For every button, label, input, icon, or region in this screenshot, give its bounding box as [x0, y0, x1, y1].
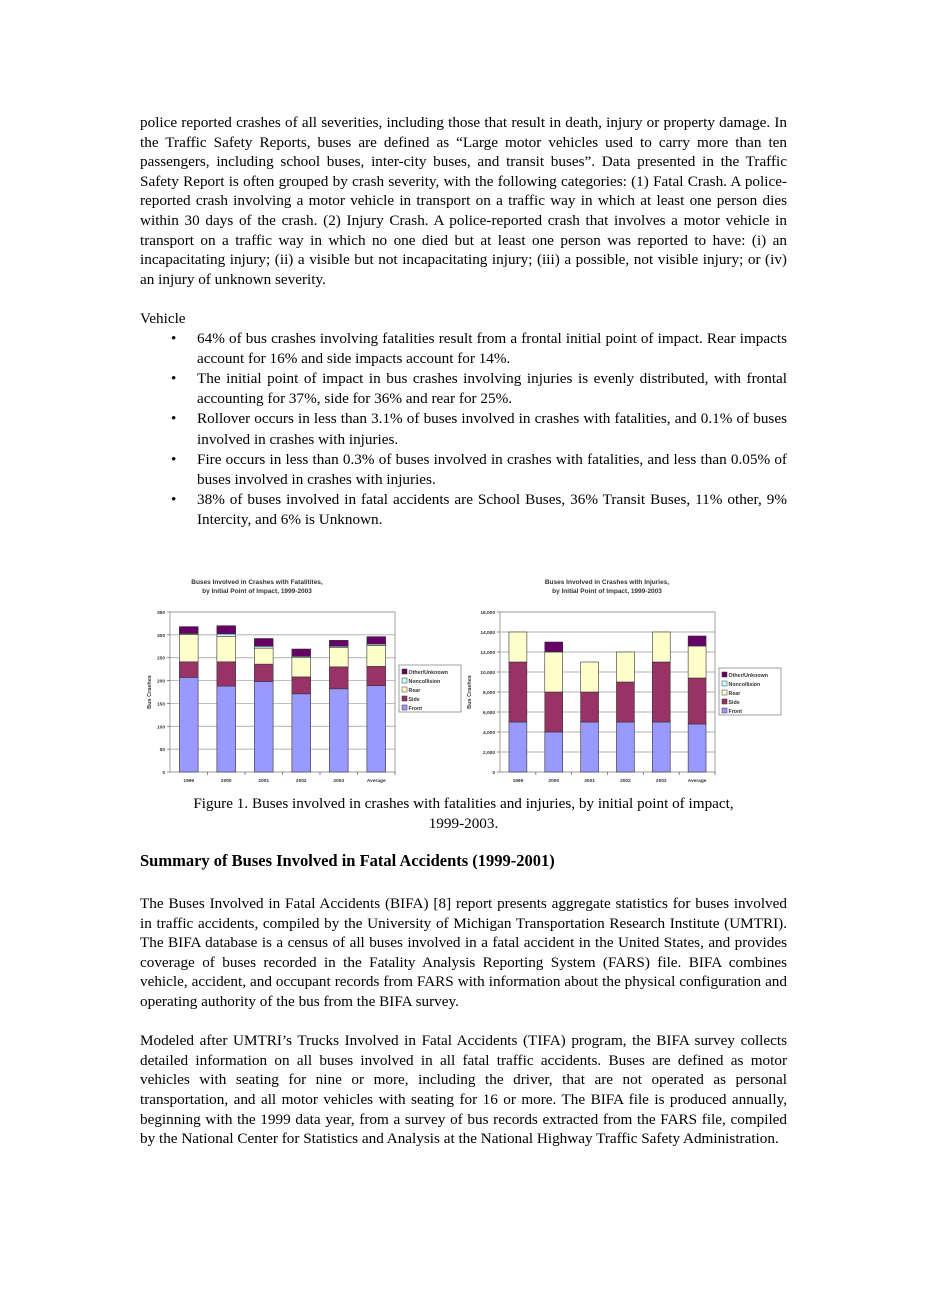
bar-segment-front	[329, 689, 348, 772]
vehicle-bullet-list	[140, 329, 787, 531]
bar-segment-front	[367, 686, 386, 772]
y-tick-label: 10,000	[480, 671, 495, 676]
x-tick-label: 2003	[655, 779, 667, 784]
legend-swatch	[722, 708, 727, 713]
bar-segment-side	[545, 692, 563, 732]
y-tick-label: 8,000	[482, 691, 495, 696]
intro-paragraph: police reported crashes of all severities, including those that result in death, injury or property damage. In the Traffic Safety Reports, buses are defined as “Large motor vehicles used to carry more than ten passengers, including school buses, inter-city buses, and transit buses”. Data presented in the Traffic Safety Report is often grouped by crash severity, with the following categories: (1) Fatal Crash. A police-reported crash involving a motor vehicle in transport on a traffic way in which at least one person dies within 30 days of the crash. (2) Injury Crash. A police-reported crash that involves a motor vehicle in transport on a traffic way in which no one died but at least one person was reported to have: (i) an incapacitating injury; (ii) a visible but not incapacitating injury; (iii) a possible, not visible injury; or (iv) an injury of unknown severity.	[140, 114, 787, 288]
bar-segment-other-unknown	[545, 642, 563, 652]
bullet-item	[140, 409, 787, 449]
legend-label: Side	[728, 699, 740, 706]
y-tick-label: 100	[156, 725, 165, 731]
bar-segment-side	[217, 662, 236, 686]
bar-segment-front	[545, 732, 563, 772]
figure-1	[145, 570, 795, 788]
bar-segment-front	[217, 686, 236, 772]
bar-segment-front	[509, 722, 527, 772]
x-tick-label: 2002	[620, 779, 631, 784]
bar-segment-side	[688, 678, 706, 724]
bar-segment-rear	[652, 632, 670, 662]
fatalities-chart	[145, 570, 465, 788]
bar-segment-other-unknown	[367, 637, 386, 644]
bar-segment-rear	[179, 634, 198, 661]
bar-segment-noncollision	[217, 634, 236, 637]
plot-area	[170, 612, 395, 772]
chart-legend	[719, 668, 781, 715]
y-tick-label: 200	[156, 679, 165, 685]
bar-segment-side	[292, 677, 311, 694]
bar-segment-rear	[367, 645, 386, 666]
chart-title: Buses Involved in Crashes with Injuries,	[544, 579, 670, 586]
bullet-item	[140, 329, 787, 369]
x-tick-label: Average	[687, 779, 707, 784]
bullet-icon: •	[171, 491, 177, 509]
vehicle-label: Vehicle	[140, 309, 186, 327]
legend-label: Rear	[408, 687, 421, 694]
legend-label: Noncollision	[408, 678, 441, 685]
x-tick-label: 2003	[333, 779, 345, 784]
y-tick-label: 12,000	[480, 651, 495, 656]
bar-segment-other-unknown	[217, 626, 236, 634]
legend-label: Rear	[728, 690, 741, 697]
bar-segment-side	[179, 662, 198, 678]
y-tick-label: 50	[159, 748, 165, 754]
bar-segment-front	[292, 694, 311, 772]
bar-segment-rear	[545, 652, 563, 692]
y-tick-label: 0	[162, 771, 165, 776]
y-tick-label: 250	[156, 656, 165, 662]
bar-segment-side	[367, 666, 386, 685]
y-tick-label: 14,000	[480, 631, 495, 636]
legend-swatch	[722, 690, 727, 695]
chart-subtitle: by Initial Point of Impact, 1999-2003	[202, 588, 312, 595]
figure-caption	[140, 794, 787, 833]
x-tick-label: 2000	[548, 779, 560, 784]
bullet-text: 38% of buses involved in fatal accidents are School Buses, 36% Transit Buses, 11% other, 9% Intercity, and 6% is Unknown.	[197, 491, 787, 529]
bar-segment-rear	[509, 632, 527, 662]
bullet-icon: •	[171, 369, 177, 387]
bullet-text: 64% of bus crashes involving fatalities result from a frontal initial point of impact. Rear impacts account for 16% and side impacts account for 14%.	[197, 329, 787, 367]
bullet-text: The initial point of impact in bus crashes involving injuries is evenly distributed, with frontal accounting for 37%, side for 36% and rear for 25%.	[197, 369, 787, 408]
y-tick-label: 16,000	[480, 611, 495, 616]
bar-segment-side	[616, 682, 634, 722]
bar-segment-rear	[329, 648, 348, 667]
y-tick-label: 300	[156, 633, 165, 639]
legend-swatch	[402, 678, 407, 683]
bullet-item	[140, 369, 787, 409]
bifa-section	[140, 894, 787, 1149]
x-tick-label: 2002	[295, 779, 307, 784]
legend-swatch	[402, 705, 407, 710]
figure-caption-line2: 1999-2003.	[428, 814, 499, 832]
chart-subtitle: by Initial Point of Impact, 1999-2003	[552, 588, 662, 595]
x-tick-label: 2000	[220, 779, 232, 784]
bar-segment-front	[581, 722, 599, 772]
bar-segment-other-unknown	[292, 649, 311, 656]
bullet-item	[140, 450, 787, 490]
y-tick-label: 0	[492, 771, 495, 776]
bar-segment-front	[652, 722, 670, 772]
bullet-icon: •	[171, 329, 177, 347]
bullet-item	[140, 490, 787, 530]
bifa-paragraph-1: The Buses Involved in Fatal Accidents (BIFA) [8] report presents aggregate statistics for buses involved in traffic accidents, compiled by the University of Michigan Transportation Research Institute (UMTRI). The BIFA database is a census of all buses involved in a fatal accident in the United States, and provides coverage of buses recorded in the Fatality Analysis Reporting System (FARS) file. BIFA combines vehicle, accident, and occupant records from FARS with information about the physical configuration and operating authority of the bus from the BIFA survey.	[140, 895, 787, 1010]
bullet-text: Fire occurs in less than 0.3% of buses involved in crashes with fatalities, and less than 0.05% of buses involved in crashes with injuries.	[197, 450, 787, 488]
bar-segment-front	[179, 677, 198, 772]
y-tick-label: 350	[156, 611, 165, 616]
legend-label: Other/Unknown	[728, 672, 768, 679]
legend-label: Front	[728, 708, 743, 715]
legend-swatch	[722, 699, 727, 704]
legend-label: Side	[408, 696, 420, 703]
bar-segment-side	[509, 662, 527, 722]
legend-label: Front	[408, 705, 423, 712]
legend-swatch	[402, 696, 407, 701]
bar-segment-rear	[292, 658, 311, 677]
bar-segment-rear	[254, 648, 273, 664]
injuries-chart-svg	[465, 570, 795, 788]
legend-swatch	[722, 681, 727, 686]
bar-segment-other-unknown	[688, 636, 706, 646]
injuries-chart	[465, 570, 795, 788]
legend-swatch	[402, 669, 407, 674]
y-tick-label: 4,000	[482, 731, 495, 736]
bar-segment-rear	[616, 652, 634, 682]
bullet-text: Rollover occurs in less than 3.1% of buses involved in crashes with fatalities, and 0.1% of buses involved in crashes with injuries.	[197, 410, 787, 448]
bar-segment-side	[254, 664, 273, 681]
y-tick-label: 150	[156, 702, 165, 708]
bullet-icon: •	[171, 410, 177, 428]
chart-legend	[399, 665, 461, 712]
bar-segment-side	[329, 667, 348, 689]
bullet-icon: •	[171, 450, 177, 468]
bar-segment-rear	[688, 646, 706, 678]
bar-segment-other-unknown	[254, 639, 273, 647]
bar-segment-side	[652, 662, 670, 722]
bar-segment-other-unknown	[329, 640, 348, 646]
y-tick-label: 2,000	[482, 751, 495, 756]
bar-segment-rear	[581, 662, 599, 692]
x-tick-label: Average	[366, 779, 386, 784]
intro-section	[140, 113, 787, 531]
legend-label: Other/Unknown	[408, 669, 448, 676]
bar-segment-rear	[217, 637, 236, 662]
bar-segment-other-unknown	[179, 627, 198, 634]
legend-swatch	[402, 687, 407, 692]
x-tick-label: 2001	[584, 779, 595, 784]
chart-title: Buses Involved in Crashes with Fatalitites,	[191, 579, 323, 586]
y-axis-label: Bus Crashes	[147, 675, 153, 709]
x-tick-label: 1999	[183, 779, 195, 784]
bar-segment-front	[254, 681, 273, 772]
bar-segment-side	[581, 692, 599, 722]
bar-segment-front	[688, 724, 706, 772]
section-heading: Summary of Buses Involved in Fatal Accidents (1999-2001)	[140, 851, 555, 870]
legend-label: Noncollision	[728, 681, 761, 688]
x-tick-label: 2001	[258, 779, 270, 784]
y-tick-label: 6,000	[482, 711, 495, 716]
bifa-paragraph-2: Modeled after UMTRI’s Trucks Involved in Fatal Accidents (TIFA) program, the BIFA survey collects detailed information on all buses involved in all fatal traffic accidents. Buses are defined as motor vehicles with seating for nine or more, including the driver, that are not operated as personal transportation, and all motor vehicles with seating for 16 or more. The BIFA file is produced annually, beginning with the 1999 data year, from a survey of bus records extracted from the FARS file, compiled by the National Center for Statistics and Analysis at the National Highway Traffic Safety Administration.	[140, 1032, 787, 1148]
x-tick-label: 1999	[512, 779, 524, 784]
figure-caption-line1: Figure 1. Buses involved in crashes with fatalities and injuries, by initial point of impact,	[193, 795, 734, 812]
fatalities-chart-svg	[145, 570, 465, 788]
legend-swatch	[722, 672, 727, 677]
bar-segment-front	[616, 722, 634, 772]
y-axis-label: Bus Crashes	[467, 675, 473, 709]
